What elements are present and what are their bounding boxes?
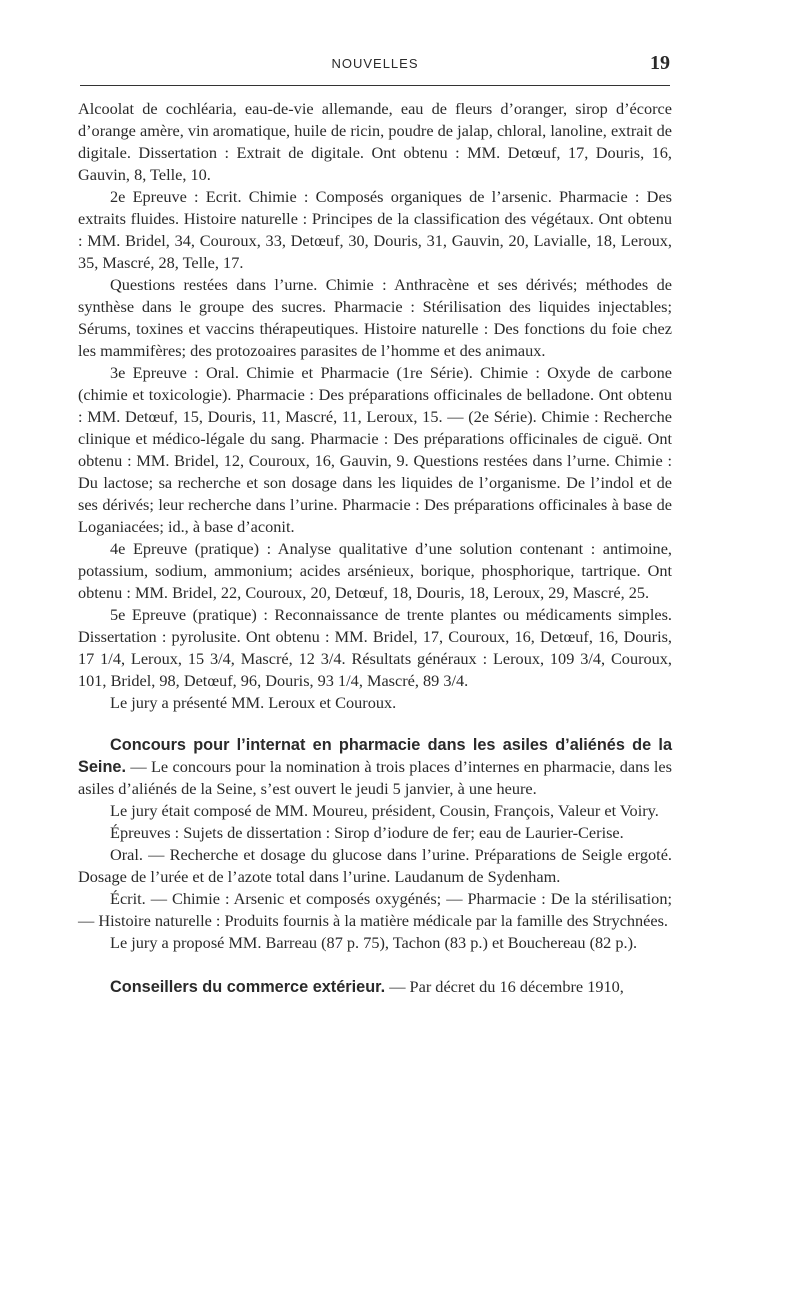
paragraph-5: 4e Epreuve (pratique) : Analyse qualitative d’une solution contenant : antimoine, potassium, sodium, ammonium; acides arsénieux, borique, phosphorique, tartrique. Ont obtenu : MM. Bridel, 22, Couroux, 20, Detœuf, 18, Douris, 18, Leroux, 29, Mascré, 25. [78, 539, 672, 602]
conseillers-text: — Par décret du 16 décembre 1910, [389, 977, 624, 996]
internat-jury: Le jury était composé de MM. Moureu, président, Cousin, François, Valeur et Voiry. [110, 801, 659, 820]
internat-heading: Concours pour l’internat en pharmacie dans les asiles d’aliénés de la Seine. [78, 736, 672, 776]
paragraph-1: Alcoolat de cochléaria, eau-de-vie allemande, eau de fleurs d’oranger, sirop d’écorce d’orange amère, vin aromatique, huile de ricin, poudre de jalap, chloral, lanoline, extrait de digitale. Dissertation : Extrait de digitale. Ont obtenu : MM. Detœuf, 17, Douris, 16, Gauvin, 8, Telle, 10. [78, 99, 672, 184]
internat-propose: Le jury a proposé MM. Barreau (87 p. 75), Tachon (83 p.) et Bouchereau (82 p.). [110, 933, 638, 952]
internat-oral: Oral. — Recherche et dosage du glucose dans l’urine. Préparations de Seigle ergoté. Dosage de l’urée et de l’azote total dans l’urine. Laudanum de Sydenham. [78, 845, 672, 886]
conseillers-heading: Conseillers du commerce extérieur. [110, 978, 386, 996]
conseillers-section [78, 976, 672, 998]
page-header [80, 52, 670, 80]
header-rule [80, 85, 670, 86]
internat-ecrit: Écrit. — Chimie : Arsenic et composés oxygénés; — Pharmacie : De la stérilisation; — Histoire naturelle : Produits fournis à la matière médicale par la famille des Strychnées. [78, 889, 672, 930]
paragraph-6: 5e Epreuve (pratique) : Reconnaissance de trente plantes ou médicaments simples. Dissertation : pyrolusite. Ont obtenu : MM. Bridel, 17, Couroux, 16, Detœuf, 16, Douris, 17 1/4, Leroux, 15 3/4, Mascré, 12 3/4. Résultats généraux : Leroux, 109 3/4, Couroux, 101, Bridel, 98, Detœuf, 96, Douris, 93 1/4, Mascré, 89 3/4. [78, 605, 672, 690]
paragraph-3: Questions restées dans l’urne. Chimie : Anthracène et ses dérivés; méthodes de synthèse dans le groupe des sucres. Pharmacie : Stérilisation des liquides injectables; Sérums, toxines et vaccins thérapeutiques. Histoire naturelle : Des fonctions du foie chez les mammifères; des protozoaires parasites de l’homme et des animaux. [78, 275, 672, 360]
page-body [78, 98, 672, 998]
paragraph-7: Le jury a présenté MM. Leroux et Couroux. [110, 693, 397, 712]
paragraph-2: 2e Epreuve : Ecrit. Chimie : Composés organiques de l’arsenic. Pharmacie : Des extraits fluides. Histoire naturelle : Principes de la classification des végétaux. Ont obtenu : MM. Bridel, 34, Couroux, 33, Detœuf, 30, Douris, 31, Gauvin, 20, Lavialle, 18, Leroux, 35, Mascré, 28, Telle, 17. [78, 187, 672, 272]
paragraph-4: 3e Epreuve : Oral. Chimie et Pharmacie (1re Série). Chimie : Oxyde de carbone (chimie et toxicologie). Pharmacie : Des préparations officinales de belladone. Ont obtenu : MM. Detœuf, 15, Douris, 11, Mascré, 11, Leroux, 15. — (2e Série). Chimie : Recherche clinique et médico-légale du sang. Pharmacie : Des préparations officinales de ciguë. Ont obtenu : MM. Bridel, 12, Couroux, 16, Gauvin, 9. Questions restées dans l’urne. Chimie : Du lactose; sa recherche et son dosage dans les liquides de l’organisme. De l’indol et de ses dérivés; leur recherche dans l’urine. Pharmacie : Des préparations officinales à base de Loganiacées; id., à base d’aconit. [78, 363, 672, 536]
running-title: NOUVELLES [331, 56, 419, 71]
internat-section [78, 734, 672, 800]
internat-epreuves: Épreuves : Sujets de dissertation : Sirop d’iodure de fer; eau de Laurier-Cerise. [110, 823, 624, 842]
page-number: 19 [650, 52, 670, 74]
internat-intro: — Le concours pour la nomination à trois places d’internes en pharmacie, dans les asiles d’aliénés de la Seine, s’est ouvert le jeudi 5 janvier, à une heure. [78, 757, 672, 798]
